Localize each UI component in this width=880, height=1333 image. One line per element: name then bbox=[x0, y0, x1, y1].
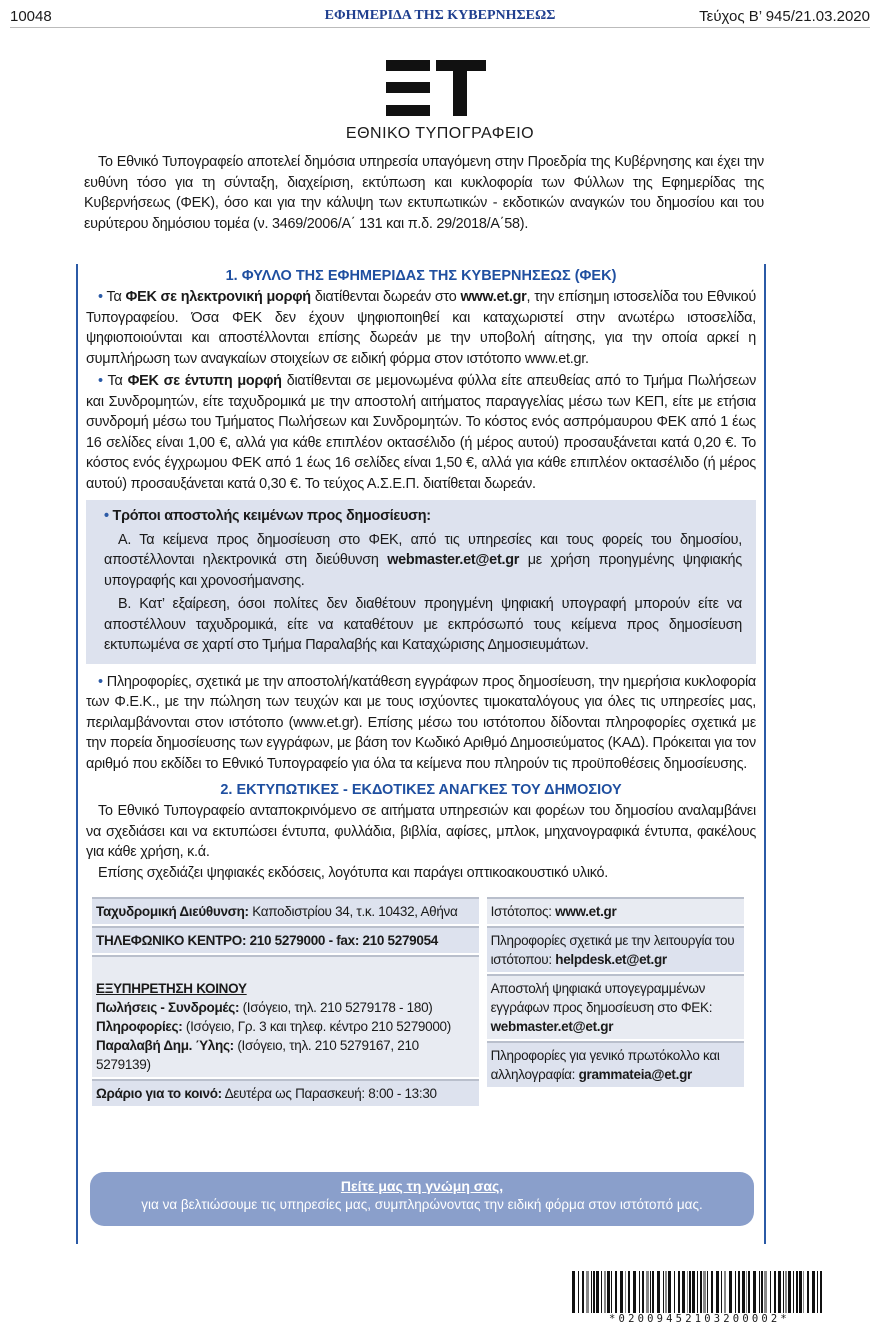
barcode-bar bbox=[729, 1271, 732, 1313]
info-box bbox=[76, 264, 766, 1244]
barcode-bar bbox=[633, 1271, 636, 1313]
bullet-icon: • bbox=[98, 373, 108, 389]
barcode-bar bbox=[716, 1271, 719, 1313]
barcode-bar bbox=[628, 1271, 630, 1313]
barcode-bar bbox=[770, 1271, 771, 1313]
et-logo bbox=[386, 60, 486, 116]
barcode-bar bbox=[678, 1271, 680, 1313]
barcode-bar bbox=[601, 1271, 602, 1313]
barcode-bar bbox=[759, 1271, 760, 1313]
barcode-bar bbox=[785, 1271, 787, 1313]
bullet-icon: • bbox=[98, 673, 107, 690]
bullet-icon: • bbox=[104, 508, 113, 524]
barcode-bar bbox=[796, 1271, 798, 1313]
helpdesk-email[interactable]: helpdesk.et@et.gr bbox=[555, 952, 667, 967]
printed-feks-paragraph: • Τα ΦΕΚ σε έντυπη μορφή διατίθενται σε μεμονωμένα φύλλα είτε απευθείας από το Τμήμα Πωλήσεων και Συνδρομητών, είτε ταχυδρομικά με την αποστολή αιτήματος παραγγελίας μέσω των ΚΕΠ, είτε με ετήσια συνδρομή μέσω του Τμήματος Πωλήσεων και Συνδρομητών. Το κόστος ενός ασπρόμαυρου ΦΕΚ από 1 έως 16 σελίδες είναι 1,00 €, αλλά για κάθε επιπλέον οκτασέλιδο (ή μέρος αυτού) προσαυξάνεται κατά 0,20 €. Το κόστος ενός έγχρωμου ΦΕΚ από 1 έως 16 σελίδες είναι 1,50 €, αλλά για κάθε επιπλέον οκτασέλιδο (ή μέρος αυτού) προσαυξάνεται κατά 0,30 €. Το τεύχος Α.Σ.Ε.Π. διατίθεται δωρεάν. bbox=[86, 373, 757, 492]
barcode-bar bbox=[803, 1271, 804, 1313]
barcode-bar bbox=[625, 1271, 626, 1313]
barcode-bar bbox=[783, 1271, 784, 1313]
barcode-bar bbox=[711, 1271, 713, 1313]
barcode-bar bbox=[593, 1271, 595, 1313]
website-cell: Ιστότοπος: www.et.gr bbox=[487, 897, 744, 924]
helpdesk-cell: Πληροφορίες σχετικά με την λειτουργία του ιστότοπου: helpdesk.et@et.gr bbox=[487, 926, 744, 972]
submission-title: Τρόποι αποστολής κειμένων προς δημοσίευση: bbox=[112, 508, 431, 524]
barcode-bar bbox=[820, 1271, 822, 1313]
website-link[interactable]: www.et.gr bbox=[555, 904, 617, 919]
webmaster-email[interactable]: webmaster.et@et.gr bbox=[387, 552, 520, 568]
barcode-bar bbox=[724, 1271, 726, 1313]
webmaster-email[interactable]: webmaster.et@et.gr bbox=[490, 1019, 614, 1034]
barcode-bar bbox=[639, 1271, 640, 1313]
submission-box bbox=[86, 500, 756, 664]
barcode-bar bbox=[746, 1271, 747, 1313]
barcode-bar bbox=[793, 1271, 794, 1313]
contact-grid bbox=[92, 897, 750, 1106]
webmaster-cell: Αποστολή ψηφιακά υπογεγραμμένων εγγράφων προς δημοσίευση στο ΦΕΚ: webmaster.et@et.gr bbox=[487, 974, 744, 1039]
address-cell: Ταχυδρομική Διεύθυνση: Καποδιστρίου 34, τ.κ. 10432, Αθήνα bbox=[92, 897, 479, 924]
barcode-bar bbox=[586, 1271, 589, 1313]
barcode-bar bbox=[611, 1271, 612, 1313]
grammateia-cell: Πληροφορίες για γενικό πρωτόκολλο και αλληλογραφία: grammateia@et.gr bbox=[487, 1041, 744, 1087]
barcode-bar bbox=[689, 1271, 691, 1313]
barcode-number: *02009452103200002* bbox=[609, 1313, 790, 1325]
barcode-bar bbox=[738, 1271, 740, 1313]
submission-b: Β. Κατ’ εξαίρεση, όσοι πολίτες δεν διαθέτουν προηγμένη ψηφιακή υπογραφή μπορούν είτε να αποστέλλουν ταχυδρομικά, είτε να καταθέτουν με εκπρόσωπό τους κείμενα προς δημοσίευση εκτυπωμένα σε χαρτί στο Τμήμα Παραλαβής και Καταχώρισης Δημοσιευμάτων. bbox=[104, 596, 742, 653]
barcode-bar bbox=[753, 1271, 756, 1313]
barcode-bar bbox=[650, 1271, 651, 1313]
barcode-bar bbox=[764, 1271, 767, 1313]
barcode-bar bbox=[582, 1271, 584, 1313]
barcode-bar bbox=[665, 1271, 667, 1313]
barcode-bar bbox=[707, 1271, 708, 1313]
barcode-bar bbox=[742, 1271, 745, 1313]
website-link[interactable]: www.et.gr bbox=[460, 289, 527, 305]
section-1-title: 1. ΦΥΛΛΟ ΤΗΣ ΕΦΗΜΕΡΙΔΑΣ ΤΗΣ ΚΥΒΕΡΝΗΣΕΩΣ (ΦΕΚ) bbox=[225, 268, 617, 284]
gazette-title: ΕΦΗΜΕΡΙΔΑ ΤΗΣ ΚΥΒΕΡΝΗΣΕΩΣ bbox=[324, 8, 556, 23]
info-paragraph: • Πληροφορίες, σχετικά με την αποστολή/κατάθεση εγγράφων προς δημοσίευση, την ημερήσια κυκλοφορία των Φ.Ε.Κ., με την πώληση των τευχών και με τους ισχύοντες τιμοκαταλόγους για όλες τις υπηρεσίες μας, περιλαμβάνονται στον ιστότοπο (www.et.gr). Επίσης μέσω του ιστότοπου δίδονται πληροφορίες σχετικά με την πορεία δημοσίευσης των εγγράφων, με βάση τον Κωδικό Αριθμό Δημοσιεύματος (ΚΑΔ). Πρόκειται για τον αριθμό που εκδίδει το Εθνικό Τυπογραφείο για όλα τα κείμενα που πληρούν τις προϋποθέσεις δημοσίευσης. bbox=[86, 673, 756, 772]
feedback-banner bbox=[90, 1172, 754, 1226]
barcode-bar bbox=[615, 1271, 617, 1313]
electronic-feks-paragraph: • Τα ΦΕΚ σε ηλεκτρονική μορφή διατίθενται δωρεάν στο www.et.gr, την επίσημη ιστοσελίδα του Εθνικού Τυπογραφείου. Όσα ΦΕΚ δεν έχουν ψηφιοποιηθεί και καταχωριστεί στην ανωτέρω ιστοσελίδα, ψηφιοποιούνται και αποστέλλονται επίσης δωρεάν με την υποβολή αίτησης, για την οποία αρκεί η συμπλήρωση των αναγκαίων στοιχείων σε ειδική φόρμα στον ιστότοπο www.et.gr. bbox=[86, 289, 757, 367]
barcode-bar bbox=[774, 1271, 776, 1313]
grammateia-email[interactable]: grammateia@et.gr bbox=[578, 1067, 692, 1082]
barcode-bar bbox=[687, 1271, 688, 1313]
barcode-bar bbox=[748, 1271, 750, 1313]
barcode-bar bbox=[817, 1271, 818, 1313]
printing-paragraph: Το Εθνικό Τυπογραφείο ανταποκρινόμενο σε αιτήματα υπηρεσιών και φορέων του δημοσίου αναλαμβάνει να σχεδιάσει και να εκτυπώσει έντυπα, φυλλάδια, βιβλία, αφίσες, μπλοκ, μηχανογραφικά έντυπα, φακέλους για κάθε χρήση, κ.ά. bbox=[86, 803, 756, 860]
barcode-bar bbox=[735, 1271, 736, 1313]
page-header bbox=[10, 6, 870, 28]
barcode-bar bbox=[657, 1271, 660, 1313]
barcode bbox=[572, 1271, 827, 1313]
barcode-bar bbox=[620, 1271, 623, 1313]
barcode-bar bbox=[761, 1271, 763, 1313]
barcode-bar bbox=[591, 1271, 592, 1313]
barcode-bar bbox=[668, 1271, 671, 1313]
hours-cell: Ωράριο για το κοινό: Δευτέρα ως Παρασκευή: 8:00 - 13:30 bbox=[92, 1079, 479, 1106]
feedback-text: για να βελτιώσουμε τις υπηρεσίες μας, συμπληρώνοντας την ειδική φόρμα στον ιστότοπό μας. bbox=[141, 1197, 703, 1212]
feedback-link[interactable]: Πείτε μας τη γνώμη σας, bbox=[340, 1178, 504, 1194]
barcode-bar bbox=[642, 1271, 644, 1313]
barcode-bar bbox=[778, 1271, 781, 1313]
section-2-title: 2. ΕΚΤΥΠΩΤΙΚΕΣ - ΕΚΔΟΤΙΚΕΣ ΑΝΑΓΚΕΣ ΤΟΥ ΔΗΜΟΣΙΟΥ bbox=[220, 782, 622, 798]
barcode-bar bbox=[721, 1271, 722, 1313]
org-name: ΕΘΝΙΚΟ ΤΥΠΟΓΡΑΦΕΙΟ bbox=[345, 125, 535, 142]
intro-paragraph: Το Εθνικό Τυπογραφείο αποτελεί δημόσια υπηρεσία υπαγόμενη στην Προεδρία της Κυβέρνησης και έχει την ευθύνη τόσο για τη σύνταξη, διαχείριση, εκτύπωση και κυκλοφορία των Φύλλων της Εφημερίδας της Κυβερνήσεως (ΦΕΚ), όσο και για την κάλυψη των εκτυπωτικών - εκδοτικών αναγκών του δημοσίου και του ευρύτερου δημόσιου τομέα (ν. 3469/2006/Α΄ 131 και π.δ. 29/2018/Α΄58). bbox=[84, 154, 764, 232]
barcode-bar bbox=[703, 1271, 706, 1313]
bullet-icon: • bbox=[98, 289, 107, 305]
phone-cell: ΤΗΛΕΦΩΝΙΚΟ ΚΕΝΤΡΟ: 210 5279000 - fax: 210 5279054 bbox=[92, 926, 479, 953]
page-number: 10048 bbox=[10, 8, 52, 25]
barcode-bar bbox=[700, 1271, 702, 1313]
barcode-bar bbox=[692, 1271, 695, 1313]
barcode-bar bbox=[697, 1271, 698, 1313]
public-service-cell: ΕΞΥΠΗΡΕΤΗΣΗ ΚΟΙΝΟΥ Πωλήσεις - Συνδρομές: (Ισόγειο, τηλ. 210 5279178 - 180) Πληροφορίες: (Ισόγειο, Γρ. 3 και τηλεφ. κέντρο 210 5279000) Παραλαβή Δημ. Ύλης: (Ισόγειο, τηλ. 210 5279167, 210 5279139) bbox=[92, 955, 479, 1077]
barcode-bar bbox=[652, 1271, 654, 1313]
barcode-bar bbox=[682, 1271, 685, 1313]
barcode-bar bbox=[663, 1271, 664, 1313]
issue-number: Τεύχος Β’ 945/21.03.2020 bbox=[699, 8, 870, 25]
digital-paragraph: Επίσης σχεδιάζει ψηφιακές εκδόσεις, λογότυπα και παράγει οπτικοακουστικό υλικό. bbox=[98, 864, 609, 881]
barcode-bar bbox=[578, 1271, 579, 1313]
barcode-bar bbox=[799, 1271, 802, 1313]
barcode-bar bbox=[812, 1271, 815, 1313]
barcode-bar bbox=[604, 1271, 606, 1313]
submission-a: Α. Τα κείμενα προς δημοσίευση στο ΦΕΚ, από τις υπηρεσίες και τους φορείς του δημοσίου, αποστέλλονται ηλεκτρονικά στη διεύθυνση webmaster.et@et.gr με χρήση προηγμένης ψηφιακής υπογραφής και χρονοσήμανσης. bbox=[104, 531, 742, 589]
barcode-bar bbox=[646, 1271, 649, 1313]
barcode-bar bbox=[674, 1271, 675, 1313]
barcode-bar bbox=[807, 1271, 809, 1313]
barcode-bar bbox=[607, 1271, 610, 1313]
barcode-bar bbox=[572, 1271, 575, 1313]
barcode-bar bbox=[596, 1271, 599, 1313]
barcode-bar bbox=[788, 1271, 791, 1313]
